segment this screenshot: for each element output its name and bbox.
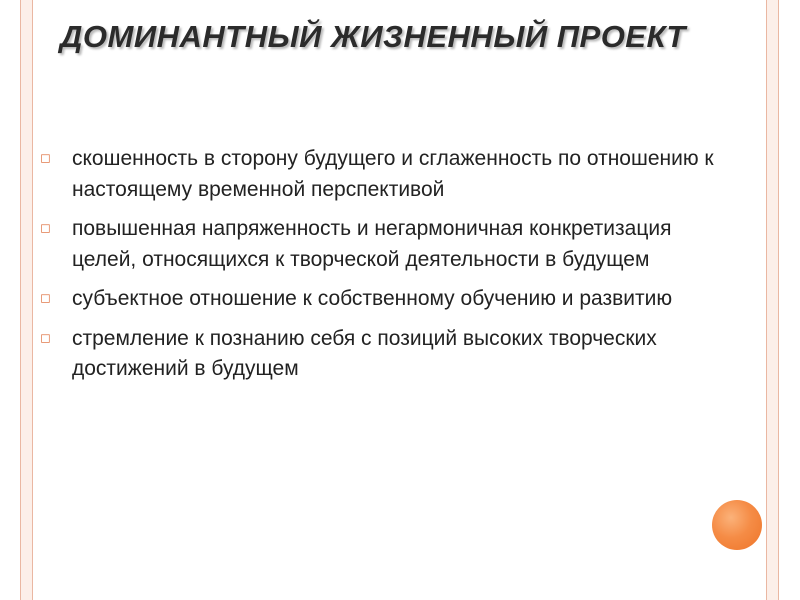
bullet-text: повышенная напряженность и негармоничная конкретизация целей, относящихся к творческой деятельности в будущем [72,217,672,271]
bullet-list [40,144,740,394]
bullet-item [40,144,740,205]
slide-title: ДОМИНАНТНЫЙ ЖИЗНЕННЫЙ ПРОЕКТ [60,19,686,54]
bullet-text: стремление к познанию себя с позиций высоких творческих достижений в будущем [72,326,657,380]
bullet-text: скошенность в сторону будущего и сглаженность по отношению к настоящему временной перспективой [72,147,714,201]
bullet-item [40,324,740,385]
bullet-marker-icon: ◻ [40,291,51,306]
left-frame-bar [20,0,33,600]
bullet-item [40,284,740,315]
bullet-item [40,214,740,275]
orange-circle-decoration [712,500,762,550]
bullet-marker-icon: ◻ [40,151,51,166]
bullet-text: субъектное отношение к собственному обучению и развитию [72,287,673,310]
bullet-marker-icon: ◻ [40,221,51,236]
right-frame-bar [766,0,779,600]
bullet-marker-icon: ◻ [40,330,51,346]
